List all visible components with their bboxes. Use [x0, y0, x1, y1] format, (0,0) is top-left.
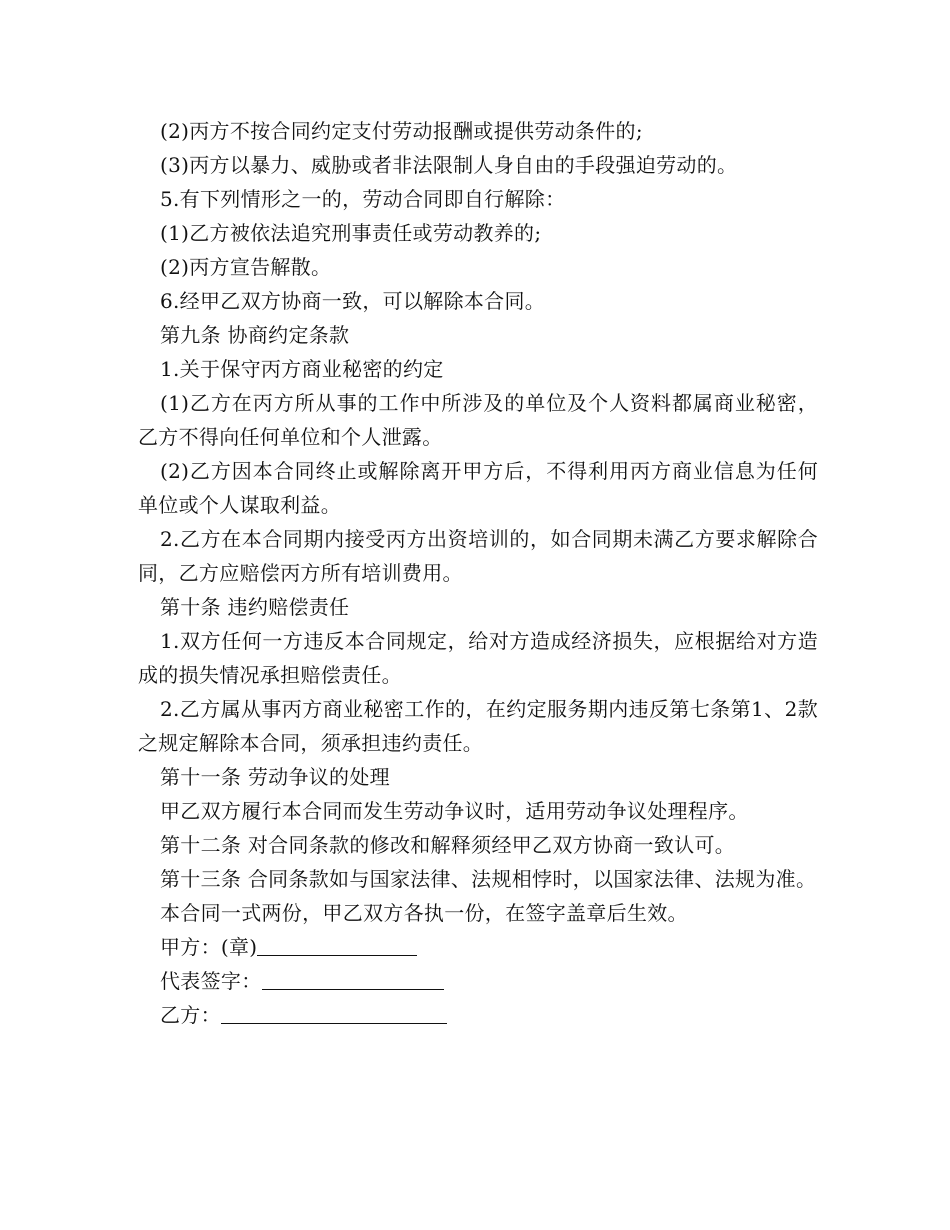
representative-signature-blank	[262, 967, 444, 990]
paragraph: 1.关于保守丙方商业秘密的约定	[160, 357, 444, 381]
article-heading: 第十条 违约赔偿责任	[160, 595, 350, 619]
paragraph: (1)乙方在丙方所从事的工作中所涉及的单位及个人资料都属商业秘密，乙方不得向任何单位和个人泄露。	[138, 391, 818, 449]
party-b-label: 乙方：	[160, 1003, 221, 1027]
party-a-signature-blank	[257, 933, 417, 956]
party-b-signature-blank	[221, 1001, 447, 1024]
signature-line-party-a	[138, 930, 818, 964]
signature-line-representative	[138, 964, 818, 998]
paragraph: (2)丙方不按合同约定支付劳动报酬或提供劳动条件的;	[160, 119, 643, 143]
paragraph: 1.双方任何一方违反本合同规定，给对方造成经济损失，应根据给对方造成的损失情况承担赔偿责任。	[138, 629, 818, 687]
paragraph: 本合同一式两份，甲乙双方各执一份，在签字盖章后生效。	[160, 901, 688, 925]
paragraph: (1)乙方被依法追究刑事责任或劳动教养的;	[160, 221, 542, 245]
paragraph: 2.乙方在本合同期内接受丙方出资培训的，如合同期未满乙方要求解除合同，乙方应赔偿丙方所有培训费用。	[138, 527, 818, 585]
paragraph: (2)丙方宣告解散。	[160, 255, 332, 279]
paragraph: (2)乙方因本合同终止或解除离开甲方后，不得利用丙方商业信息为任何单位或个人谋取利益。	[138, 459, 818, 517]
article-heading: 第十二条 对合同条款的修改和解释须经甲乙双方协商一致认可。	[160, 833, 736, 857]
party-a-label: 甲方：(章)	[160, 935, 258, 959]
paragraph: (3)丙方以暴力、威胁或者非法限制人身自由的手段强迫劳动的。	[160, 153, 738, 177]
signature-line-party-b	[138, 998, 818, 1032]
article-heading: 第十三条 合同条款如与国家法律、法规相悖时，以国家法律、法规为准。	[160, 867, 817, 891]
paragraph: 6.经甲乙双方协商一致，可以解除本合同。	[160, 289, 546, 313]
paragraph: 甲乙双方履行本合同而发生劳动争议时，适用劳动争议处理程序。	[160, 799, 749, 823]
paragraph: 2.乙方属从事丙方商业秘密工作的，在约定服务期内违反第七条第1、2款之规定解除本合同，须承担违约责任。	[138, 697, 818, 755]
article-heading: 第十一条 劳动争议的处理	[160, 765, 390, 789]
paragraph: 5.有下列情形之一的，劳动合同即自行解除：	[160, 187, 566, 211]
document-body	[138, 114, 818, 1032]
representative-label: 代表签字：	[160, 969, 262, 993]
article-heading: 第九条 协商约定条款	[160, 323, 350, 347]
